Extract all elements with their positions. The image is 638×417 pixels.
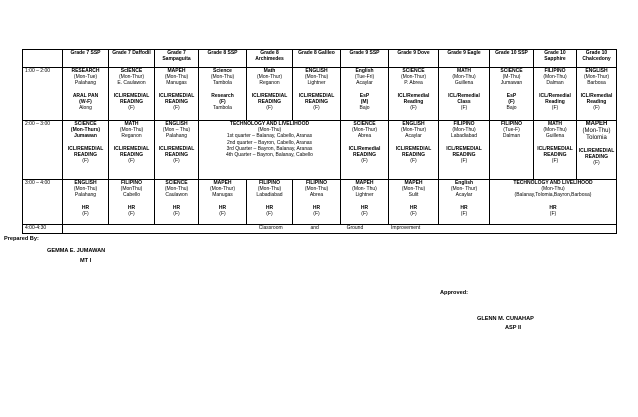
days-label: (Mon-Thu) — [73, 186, 98, 193]
teacher-label: Guillena — [545, 133, 565, 140]
days-label: (Mon-Thu) — [452, 127, 476, 134]
homeroom-label: HR — [460, 204, 468, 211]
days-label: (Mon-Thur) — [351, 127, 377, 134]
header-cell: Grade 8 Archimedes — [247, 50, 293, 68]
subject-label: MAPEH — [213, 180, 232, 186]
days-label: (Mon-Thur) — [583, 74, 609, 81]
subject-label: MAPEH — [355, 180, 374, 186]
class-cell — [577, 121, 617, 180]
subject-label: ENGLISH — [402, 121, 425, 127]
homeroom-label: HR — [265, 204, 274, 211]
days-label: (Mon-Thur) — [256, 74, 282, 81]
subject-label: Math — [263, 68, 276, 74]
class-cell — [389, 180, 439, 225]
class-cell — [341, 180, 389, 225]
subject-label: Reading — [403, 98, 424, 105]
class-cell — [155, 68, 199, 121]
days-label: (M-Thu) — [502, 74, 521, 81]
subject-label: READING — [543, 151, 567, 158]
header-cell: Grade 7 Sampaguita — [155, 50, 199, 68]
days-label: (Mon-Thu) — [210, 74, 235, 81]
subject-label: English — [355, 68, 374, 74]
days-label: (Mon-Thur) — [400, 74, 426, 81]
teacher-label: Guillena — [454, 80, 474, 87]
days-label: Bajo — [506, 105, 517, 112]
approved-label: Approved: — [440, 290, 468, 296]
days-label: (MonThu) — [120, 186, 143, 193]
subject-label: SCIENCE — [500, 68, 523, 74]
subject-label: EsP — [359, 92, 370, 99]
class-cell — [109, 180, 155, 225]
subject-label: RESEARCH — [71, 68, 100, 74]
days-label: (F) — [460, 158, 468, 165]
approver-name: GLENN M. CUNAHAP — [477, 316, 534, 322]
days-label: (Mon- Thur) — [450, 186, 478, 193]
homeroom-label: HR — [81, 204, 90, 211]
header-cell: Grade 9 Eagle — [439, 50, 490, 68]
days-label: (F) — [551, 105, 559, 112]
class-cell — [199, 68, 247, 121]
days-label: (F) — [549, 210, 557, 217]
days-label: (F) — [460, 210, 468, 217]
teacher-label: Cabello — [123, 192, 140, 199]
header-cell: Grade 7 Daffodil — [109, 50, 155, 68]
class-cell — [155, 180, 199, 225]
teacher-label: Sulit — [408, 192, 419, 199]
class-cell — [439, 121, 490, 180]
class-cell — [109, 121, 155, 180]
teacher-label: Acaylar — [405, 133, 422, 140]
days-label: (F) — [173, 210, 180, 217]
schedule-row-3 — [23, 180, 617, 225]
time-cell: 2:00 – 3:00 — [23, 121, 63, 180]
days-label: (F) — [128, 210, 135, 217]
teacher-label: Palahang — [74, 192, 97, 199]
subject-label: Science — [213, 68, 232, 74]
class-cell — [534, 121, 577, 180]
days-label: (F) — [361, 158, 368, 165]
subject-label: SCIENCE — [402, 68, 425, 74]
subject-label: (M) — [360, 98, 369, 105]
days-label: (F) — [410, 210, 417, 217]
class-cell — [490, 68, 534, 121]
preparer-name: GEMMA E. JUMAWAN — [47, 248, 106, 254]
schedule-row-4 — [23, 225, 617, 234]
quarter-assignment: 3rd Quarter – Bayron, Balanay, Aranas — [226, 145, 313, 152]
subject-label: ICL/Remedial — [580, 92, 613, 99]
teacher-label: Reganon — [121, 133, 142, 140]
subject-label: ScIENCE — [120, 68, 143, 74]
subject-label: ENGLISH — [74, 180, 97, 186]
days-label: (Mon-Thu) — [401, 186, 426, 193]
tle-merged-cell — [199, 121, 341, 180]
days-label: (F) — [410, 105, 417, 112]
days-label: (F) — [219, 210, 226, 217]
days-label: Tambola — [213, 105, 232, 112]
class-cell — [490, 121, 534, 180]
days-label: (Mon-Thu) — [304, 186, 329, 193]
subject-label: ICL/REMEDIAL — [446, 145, 482, 152]
header-cell: Grade 9 Dove — [389, 50, 439, 68]
homeroom-label: HR — [127, 204, 136, 211]
class-cell — [247, 68, 293, 121]
teacher-label: Tolomia — [586, 135, 607, 141]
homeroom-label: HR — [172, 204, 181, 211]
days-label: (Mon-Tue) — [73, 74, 98, 81]
homeroom-label: HR — [218, 204, 227, 211]
days-label: (Mon-Thur) — [400, 127, 426, 134]
subject-label: English — [454, 180, 474, 186]
teacher-label: Caulawon — [165, 192, 188, 199]
class-cell — [439, 68, 490, 121]
days-label: (Mon-Thu) — [257, 127, 282, 134]
subject-label: ICL/REMEDIAL — [537, 145, 573, 152]
class-cell — [109, 68, 155, 121]
teacher-label: Dalman — [546, 80, 564, 87]
subject-label: FILIPINO — [544, 68, 566, 74]
class-cell — [293, 180, 341, 225]
teacher-label: Labadiabad — [256, 192, 283, 199]
teacher-label: (Balanay,Tolomia,Bayron,Barbosa) — [514, 192, 592, 199]
subject-label: Class — [457, 98, 471, 105]
header-row — [23, 50, 617, 68]
subject-label: FILIPINO — [120, 180, 143, 186]
time-cell: 4:00-4:30 — [23, 225, 63, 234]
subject-label: ICL/Remedial — [348, 145, 381, 152]
subject-label: READING — [164, 151, 189, 158]
subject-label: (F) — [508, 98, 515, 105]
subject-label: Reading — [545, 98, 565, 105]
days-label: (F) — [313, 210, 320, 217]
subject-label: ICL/REMEDIAL — [158, 145, 195, 152]
subject-label: ICL/Remedial — [448, 92, 480, 99]
subject-label: Research — [211, 92, 234, 99]
class-cell — [389, 121, 439, 180]
days-label: (Mon-Thu) — [541, 186, 565, 193]
header-cell: Grade 10 Chalcedony — [577, 50, 617, 68]
teacher-label: Barbosa — [587, 80, 606, 87]
subject-label: ICL/REMEDIAL — [395, 145, 432, 152]
days-label: (Mon-Thu) — [164, 186, 189, 193]
days-label: (Mon-Thu) — [304, 74, 329, 81]
class-cell — [341, 121, 389, 180]
days-label: (Mon-Thu) — [582, 128, 611, 134]
days-label: (F) — [266, 105, 273, 112]
subject-label: SCIENCE — [353, 121, 376, 127]
subject-label: READING — [257, 98, 282, 105]
header-cell: Grade 8 Galileo — [293, 50, 341, 68]
subject-label: ARAL PAN — [72, 92, 99, 99]
teacher-label: Reganon — [259, 80, 280, 87]
days-label: (F) — [551, 158, 559, 165]
days-label: (F) — [460, 105, 468, 112]
quarter-assignment: 1st quarter – Balanay, Cabello, Aranas — [226, 133, 313, 140]
class-cell — [63, 121, 109, 180]
teacher-label: Tambola — [213, 80, 232, 87]
subject-label: READING — [164, 98, 189, 105]
header-cell: Grade 10 SSP — [490, 50, 534, 68]
class-cell — [247, 180, 293, 225]
subject-label: READING — [119, 151, 144, 158]
subject-label: ICL/REMEDIAL — [158, 92, 195, 99]
quarter-assignment: 2nd quarter – Bayron, Cabello, Aranas — [226, 139, 313, 146]
days-label: Along — [79, 105, 92, 112]
days-label: (Mon-Thu) — [164, 74, 189, 81]
subject-label: FILIPINO — [258, 180, 281, 186]
subject-label: FILIPINO — [305, 180, 328, 186]
tle-merged-cell — [490, 180, 617, 225]
teacher-label: Abrea — [357, 133, 372, 140]
schedule-row-2 — [23, 121, 617, 180]
header-cell: Grade 7 SSP — [63, 50, 109, 68]
subject-label: READING — [452, 151, 476, 158]
days-label: (Mon – Thu) — [162, 127, 191, 134]
class-cell — [341, 68, 389, 121]
subject-label: READING — [401, 151, 426, 158]
activity-merged-cell: Classroom and Ground Improvement — [63, 225, 617, 234]
days-label: (F) — [593, 105, 600, 112]
subject-label: SCIENCE — [74, 121, 97, 127]
subject-label: (W-F) — [79, 98, 92, 105]
subject-label: ICL/Remedial — [539, 92, 571, 99]
days-label: Bajo — [359, 105, 370, 112]
teacher-label: Jumawan — [74, 133, 97, 140]
header-cell: Grade 10 Sapphire — [534, 50, 577, 68]
subject-label: MAPEH — [404, 180, 423, 186]
class-cell — [293, 68, 341, 121]
homeroom-label: HR — [409, 204, 418, 211]
subject-label: (F) — [219, 98, 226, 105]
teacher-label: Acaylar — [356, 80, 373, 87]
days-label: (F) — [266, 210, 273, 217]
time-cell: 3:00 – 4:00 — [23, 180, 63, 225]
prepared-by-label: Prepared By: — [4, 236, 39, 242]
subject-label: ENGLISH — [305, 68, 328, 74]
subject-label: ICL/REMEDIAL — [298, 92, 335, 99]
header-cell: Grade 8 SSP — [199, 50, 247, 68]
days-label: (Mon-Thur) — [118, 74, 144, 81]
schedule-row-1 — [23, 68, 617, 121]
teacher-label: Palahang — [165, 133, 188, 140]
days-label: (F) — [82, 210, 89, 217]
subject-label: ICL/Remedial — [397, 92, 430, 99]
quarter-assignment: 4th Quarter – Bayron, Balanay, Cabello — [226, 152, 313, 159]
approver-title: ASP II — [505, 325, 522, 331]
teacher-label: Lightner — [355, 192, 374, 199]
days-label: (Mon-Thurs) — [70, 127, 101, 134]
days-label: (Mon-Thu) — [257, 186, 282, 193]
subject-label: MATH — [124, 121, 139, 127]
subject-label: SCIENCE — [165, 180, 188, 186]
teacher-label: Abrea — [309, 192, 324, 199]
teacher-label: Manugas — [212, 192, 233, 199]
days-label: (Mon-Thu) — [452, 74, 476, 81]
subject-label: ICL/REMEDIAL — [113, 145, 150, 152]
days-label: (Mon-Thu) — [543, 127, 567, 134]
teacher-label: Dalman — [502, 133, 521, 140]
homeroom-label: HR — [312, 204, 321, 211]
teacher-label: Jumawan — [500, 80, 523, 87]
days-label: (Tue-F) — [503, 127, 520, 134]
days-label: (F) — [593, 160, 600, 167]
subject-label: ENGLISH — [585, 68, 608, 74]
teacher-label: E. Caulawon — [117, 80, 146, 87]
days-label: (Tue-Fri) — [354, 74, 375, 81]
subject-label: READING — [584, 154, 609, 161]
subject-label: ENGLISH — [165, 121, 188, 127]
subject-label: MATH — [456, 68, 472, 74]
days-label: (Mon- Thu) — [352, 186, 377, 193]
class-cell — [63, 68, 109, 121]
subject-label: READING — [73, 151, 98, 158]
class-cell — [577, 68, 617, 121]
teacher-label: Manugas — [166, 80, 187, 87]
teacher-label: P. Abrea — [404, 80, 423, 87]
header-cell: Grade 9 SSP — [341, 50, 389, 68]
subject-label: ICL/REMEDIAL — [251, 92, 288, 99]
days-label: (Mon-Thu) — [543, 74, 567, 81]
class-cell — [389, 68, 439, 121]
subject-label: EsP — [506, 92, 517, 99]
class-cell — [439, 180, 490, 225]
subject-label: TECHNOLOGY AND LIVELIHOOD — [513, 180, 593, 186]
subject-label: FILIPINO — [500, 121, 523, 127]
class-cell — [155, 121, 199, 180]
subject-label: READING — [304, 98, 329, 105]
days-label: (F) — [173, 105, 180, 112]
subject-label: FILIPINO — [453, 121, 475, 127]
class-cell — [199, 180, 247, 225]
subject-label: READING — [352, 151, 377, 158]
teacher-label: Lightner — [307, 80, 326, 87]
class-cell — [534, 68, 577, 121]
days-label: (F) — [82, 158, 89, 165]
subject-label: ICL/REMEDIAL — [578, 148, 615, 154]
subject-label: MATH — [547, 121, 563, 127]
preparer-title: MT I — [80, 258, 92, 264]
schedule-table — [22, 49, 617, 234]
days-label: (F) — [361, 210, 368, 217]
homeroom-label: HR — [360, 204, 369, 211]
days-label: (F) — [173, 158, 180, 165]
days-label: (F) — [313, 105, 320, 112]
days-label: (F) — [128, 158, 135, 165]
homeroom-label: HR — [549, 204, 557, 211]
days-label: (Mon-Thu) — [119, 127, 144, 134]
subject-label: MAPEH — [585, 121, 608, 127]
subject-label: MAPEH — [167, 68, 186, 74]
subject-label: ICL/REMEDIAL — [67, 145, 104, 152]
teacher-label: Acaylar — [455, 192, 473, 199]
subject-label: ICL/REMEDIAL — [113, 92, 150, 99]
subject-label: READING — [119, 98, 144, 105]
teacher-label: Palahang — [74, 80, 97, 87]
subject-label: Reading — [586, 98, 607, 105]
header-cell-time — [23, 50, 63, 68]
time-cell: 1:00 – 2:00 — [23, 68, 63, 121]
subject-label: TECHNOLOGY AND LIVELIHOOD — [229, 121, 310, 127]
days-label: (F) — [410, 158, 417, 165]
days-label: (Mon-Thur) — [209, 186, 235, 193]
teacher-label: Labadiabad — [450, 133, 478, 140]
class-cell — [63, 180, 109, 225]
days-label: (F) — [128, 105, 135, 112]
